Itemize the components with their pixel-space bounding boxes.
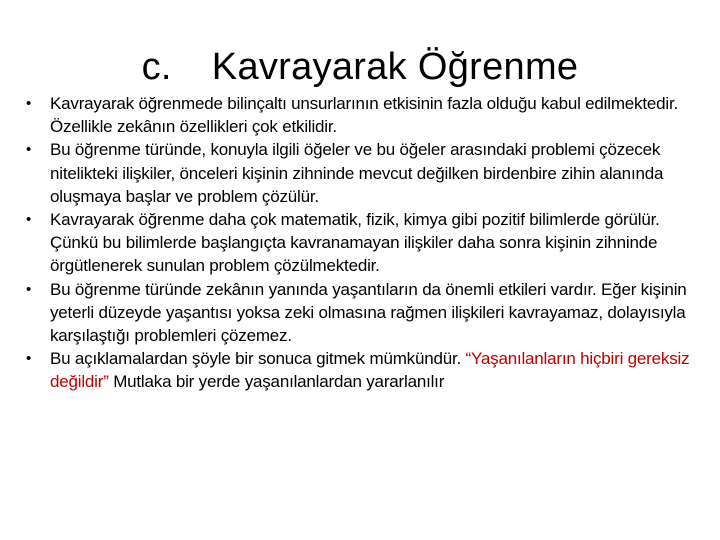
bullet-dot-icon: • <box>26 280 32 298</box>
bullet-item <box>24 278 704 348</box>
bullet-dot-icon: • <box>26 95 32 112</box>
bullet-text: Bu öğrenme türünde, konuyla ilgili öğeler ve bu öğeler arasındaki problemi çözecek nitelikteki ilişkiler, önceleri kişinin zihninde mevcut değilken birdenbire zihin alanında oluşmaya başlar ve problem çözülür. <box>50 140 664 206</box>
bullet-item <box>24 208 704 278</box>
bullet-text: Bu öğrenme türünde zekânın yanında yaşantıların da önemli etkileri vardır. Eğer kişinin yeterli düzeyde yaşantısı yoksa zeki olmasına rağmen ilişkileri kavrayamaz, dolayısıyla karşılaştığı problemleri çözemez. <box>50 279 687 346</box>
bullet-text: Kavrayarak öğrenmede bilinçaltı unsurlarının etkisinin fazla olduğu kabul edilmektedir. Özellikle zekânın özellikleri çok etkilidir. <box>50 94 679 137</box>
bullet-text: Kavrayarak öğrenme daha çok matematik, fizik, kimya gibi pozitif bilimlerde görülür. Çünkü bu bilimlerde başlangıçta kavranamayan ilişkiler daha sonra kişinin zihninde örgütlenerek sunulan problem çözülmektedir. <box>50 210 660 276</box>
slide-title <box>0 42 720 92</box>
quote-text: “Yaşanılanların hiçbiri gereksiz değildir” <box>50 349 690 392</box>
bullet-item <box>24 92 704 138</box>
bullet-item <box>24 347 704 393</box>
title-letter: c. <box>141 46 172 88</box>
bullet-dot-icon: • <box>26 350 32 368</box>
bullet-list <box>24 92 704 394</box>
title-text: Kavrayarak Öğrenme <box>211 46 579 88</box>
bullet-dot-icon: • <box>26 211 32 229</box>
bullet-dot-icon: • <box>26 141 32 159</box>
bullet-item <box>24 138 704 208</box>
bullet-text-before-quote: Bu açıklamalardan şöyle bir sonuca gitmek mümkündür. <box>50 349 466 369</box>
bullet-text-after-quote: Mutlaka bir yerde yaşanılanlardan yararlanılır <box>108 372 445 392</box>
